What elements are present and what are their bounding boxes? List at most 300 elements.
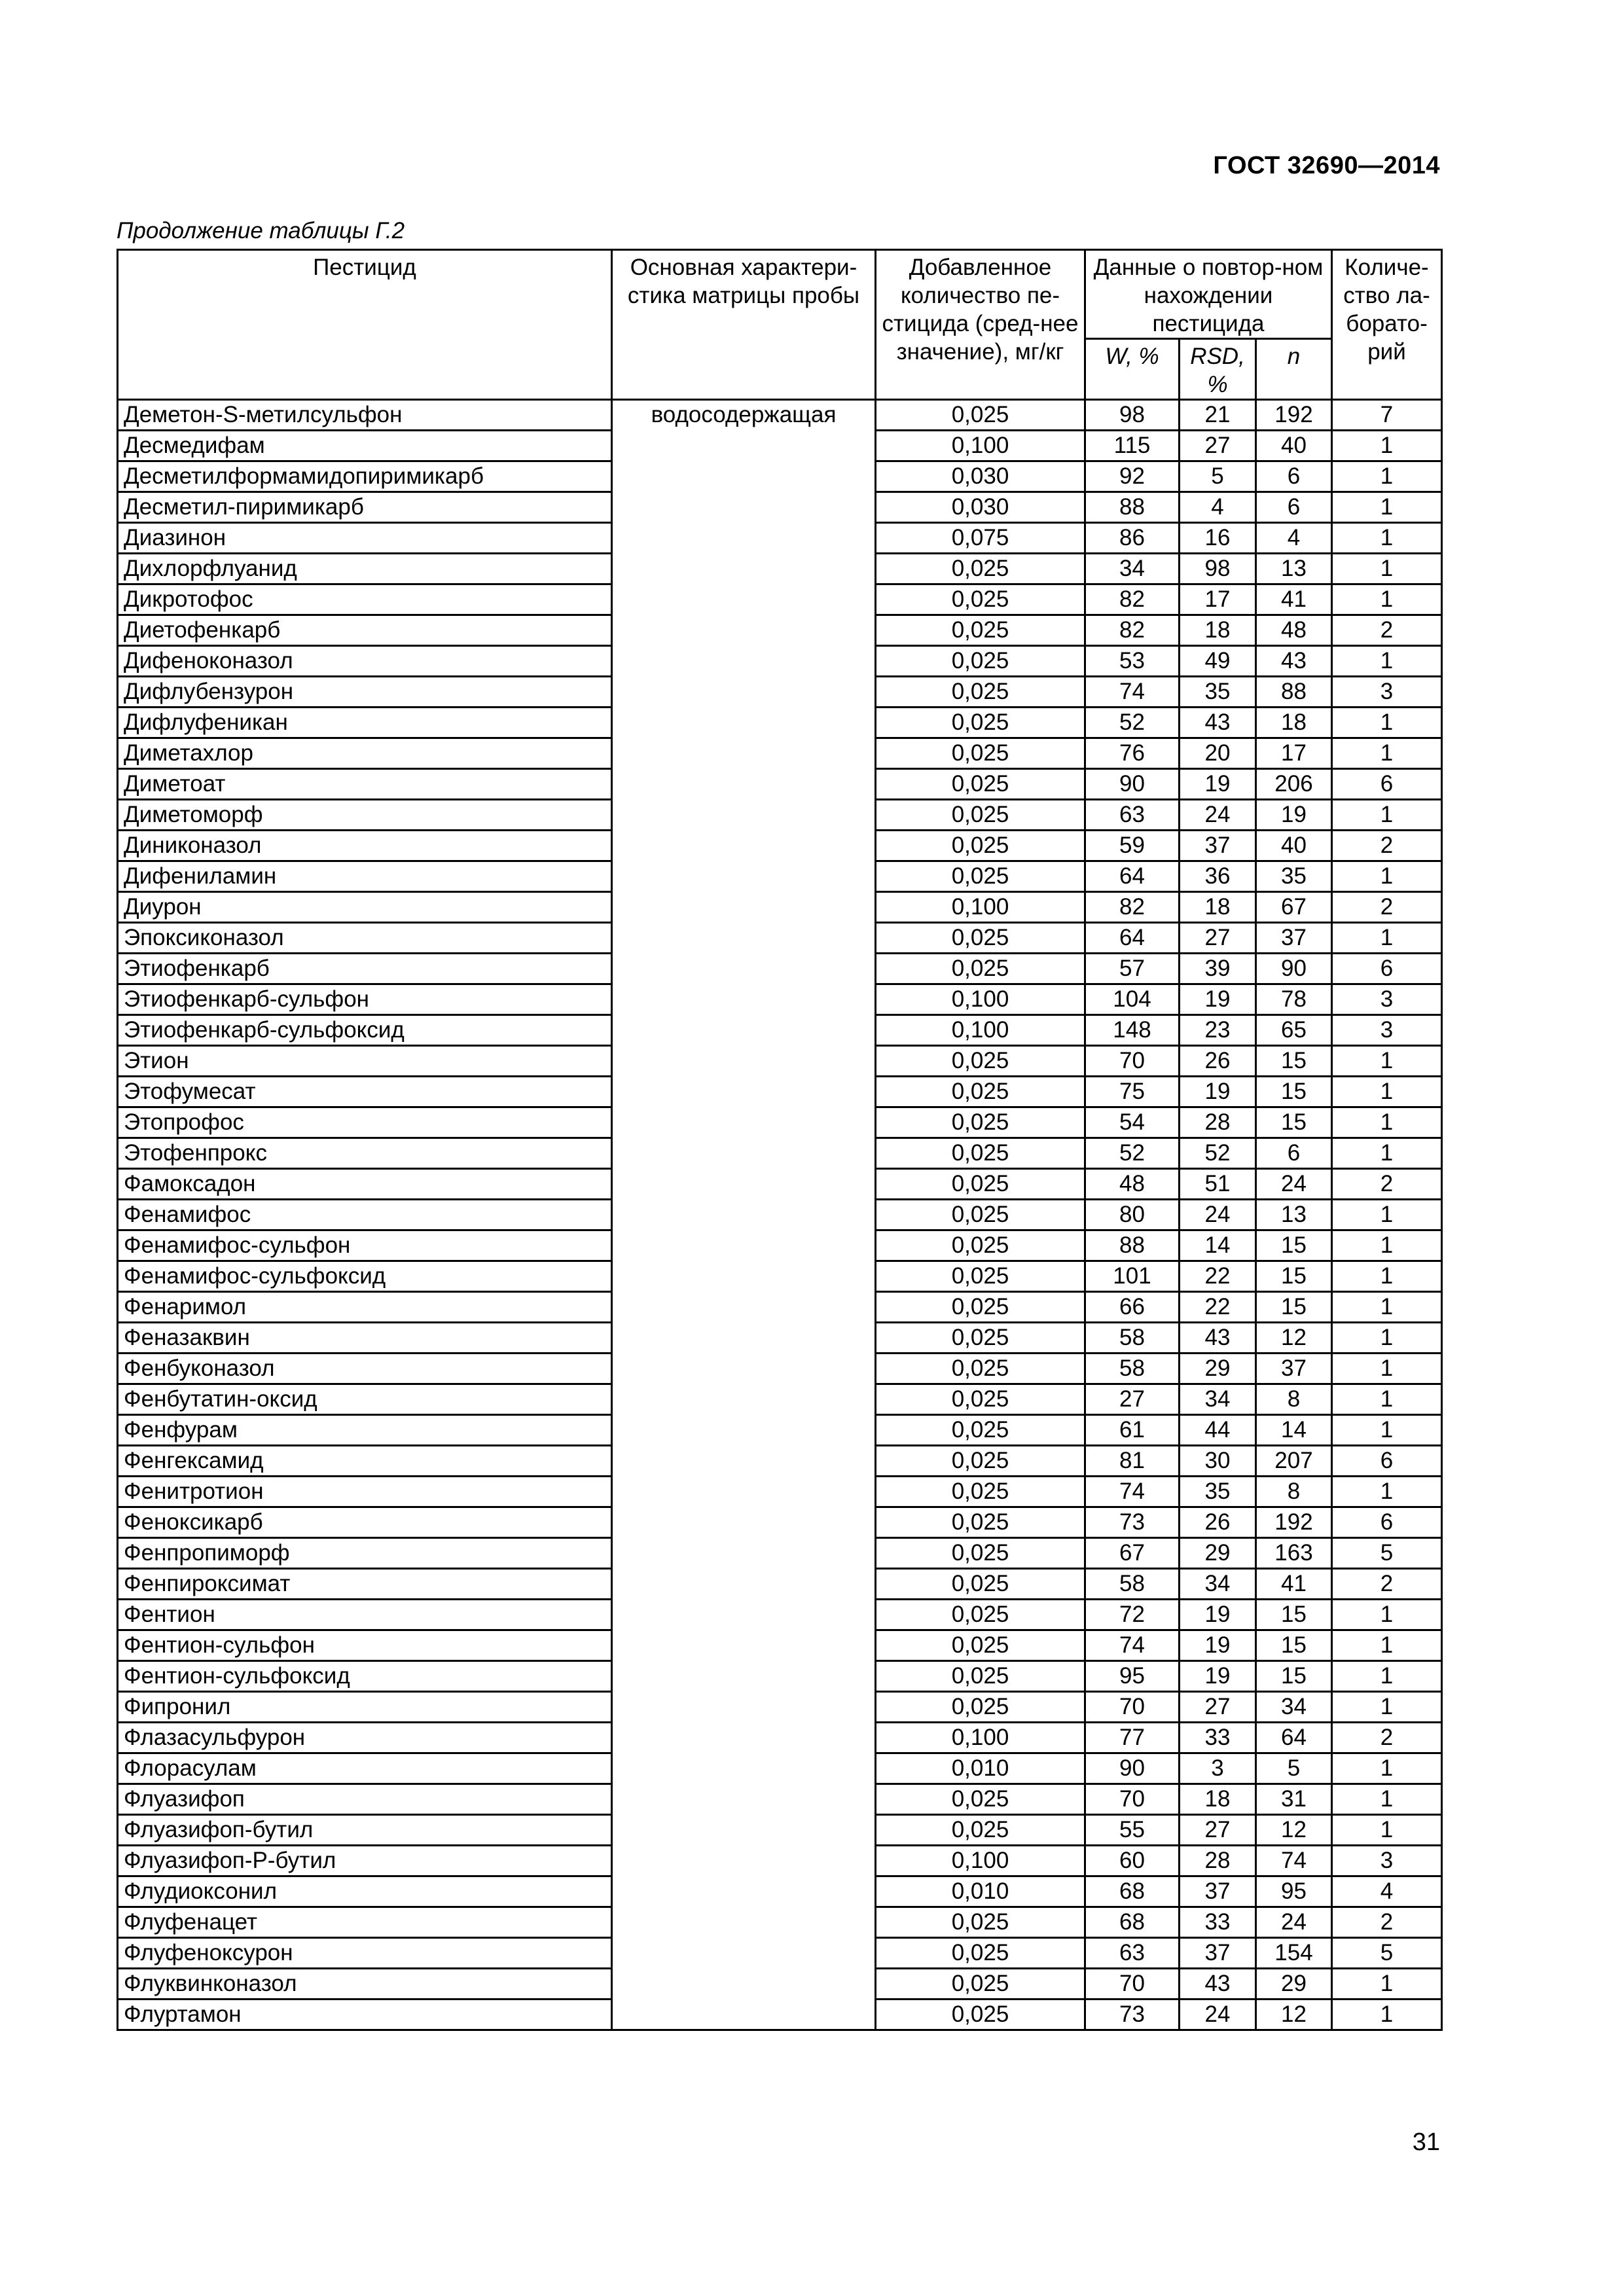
cell-w: 52	[1085, 708, 1180, 738]
cell-labs: 2	[1332, 831, 1442, 861]
cell-w: 68	[1085, 1907, 1180, 1938]
cell-w: 64	[1085, 923, 1180, 954]
cell-pesticide: Этопрофос	[118, 1107, 612, 1138]
cell-added-amount: 0,025	[876, 1538, 1085, 1569]
cell-w: 58	[1085, 1323, 1180, 1354]
cell-w: 77	[1085, 1723, 1180, 1753]
pesticide-table	[117, 249, 1443, 2031]
cell-n: 15	[1256, 1600, 1332, 1630]
cell-pesticide: Фенамифос-сульфоксид	[118, 1261, 612, 1292]
cell-pesticide: Фенамифос	[118, 1200, 612, 1230]
cell-labs: 1	[1332, 554, 1442, 584]
cell-pesticide: Эпоксиконазол	[118, 923, 612, 954]
cell-w: 80	[1085, 1200, 1180, 1230]
cell-rsd: 43	[1180, 1323, 1256, 1354]
cell-pesticide: Флуазифоп-Р-бутил	[118, 1846, 612, 1876]
cell-n: 8	[1256, 1477, 1332, 1507]
cell-labs: 2	[1332, 615, 1442, 646]
cell-pesticide: Десметилформамидопиримикарб	[118, 461, 612, 492]
cell-rsd: 34	[1180, 1384, 1256, 1415]
cell-n: 15	[1256, 1261, 1332, 1292]
cell-pesticide: Фенбутатин-оксид	[118, 1384, 612, 1415]
cell-w: 92	[1085, 461, 1180, 492]
cell-added-amount: 0,025	[876, 1200, 1085, 1230]
cell-n: 18	[1256, 708, 1332, 738]
cell-rsd: 21	[1180, 400, 1256, 431]
cell-rsd: 19	[1180, 984, 1256, 1015]
cell-added-amount: 0,100	[876, 892, 1085, 923]
cell-rsd: 43	[1180, 708, 1256, 738]
header-added-amount: Добавленное количество пе-стицида (сред-нее значение), мг/кг	[876, 250, 1085, 400]
cell-rsd: 39	[1180, 954, 1256, 984]
cell-rsd: 49	[1180, 646, 1256, 677]
cell-added-amount: 0,025	[876, 1077, 1085, 1107]
cell-w: 98	[1085, 400, 1180, 431]
cell-n: 17	[1256, 738, 1332, 769]
cell-n: 163	[1256, 1538, 1332, 1569]
cell-pesticide: Дихлорфлуанид	[118, 554, 612, 584]
cell-added-amount: 0,025	[876, 1938, 1085, 1969]
cell-labs: 6	[1332, 954, 1442, 984]
cell-pesticide: Этиофенкарб-сульфоксид	[118, 1015, 612, 1046]
cell-n: 207	[1256, 1446, 1332, 1477]
cell-rsd: 33	[1180, 1723, 1256, 1753]
cell-matrix: водосодержащая	[612, 400, 876, 2030]
cell-w: 60	[1085, 1846, 1180, 1876]
cell-pesticide: Диметоморф	[118, 800, 612, 831]
cell-labs: 1	[1332, 2000, 1442, 2030]
cell-added-amount: 0,025	[876, 738, 1085, 769]
cell-labs: 5	[1332, 1538, 1442, 1569]
cell-w: 88	[1085, 492, 1180, 523]
cell-pesticide: Фенпропиморф	[118, 1538, 612, 1569]
cell-pesticide: Диметоат	[118, 769, 612, 800]
cell-added-amount: 0,025	[876, 923, 1085, 954]
cell-labs: 1	[1332, 1630, 1442, 1661]
cell-rsd: 4	[1180, 492, 1256, 523]
cell-added-amount: 0,025	[876, 584, 1085, 615]
cell-pesticide: Этиофенкарб	[118, 954, 612, 984]
cell-labs: 1	[1332, 1661, 1442, 1692]
cell-pesticide: Диазинон	[118, 523, 612, 554]
header-w: W, %	[1085, 339, 1180, 400]
cell-n: 15	[1256, 1661, 1332, 1692]
cell-w: 90	[1085, 1753, 1180, 1784]
cell-labs: 2	[1332, 1169, 1442, 1200]
cell-rsd: 18	[1180, 892, 1256, 923]
cell-n: 41	[1256, 1569, 1332, 1600]
cell-rsd: 43	[1180, 1969, 1256, 2000]
cell-labs: 2	[1332, 892, 1442, 923]
cell-pesticide: Фамоксадон	[118, 1169, 612, 1200]
cell-rsd: 27	[1180, 1815, 1256, 1846]
cell-labs: 2	[1332, 1723, 1442, 1753]
header-repeat-group: Данные о повтор-ном нахождении пестицида	[1085, 250, 1332, 339]
cell-pesticide: Флуртамон	[118, 2000, 612, 2030]
cell-rsd: 51	[1180, 1169, 1256, 1200]
cell-w: 67	[1085, 1538, 1180, 1569]
cell-pesticide: Флуфенацет	[118, 1907, 612, 1938]
page-number: 31	[1412, 2128, 1440, 2156]
cell-added-amount: 0,100	[876, 1846, 1085, 1876]
cell-w: 86	[1085, 523, 1180, 554]
cell-added-amount: 0,025	[876, 1907, 1085, 1938]
cell-n: 37	[1256, 923, 1332, 954]
cell-rsd: 27	[1180, 1692, 1256, 1723]
cell-rsd: 19	[1180, 1077, 1256, 1107]
cell-w: 81	[1085, 1446, 1180, 1477]
cell-w: 115	[1085, 431, 1180, 461]
cell-n: 29	[1256, 1969, 1332, 2000]
cell-rsd: 22	[1180, 1292, 1256, 1323]
cell-w: 76	[1085, 738, 1180, 769]
cell-labs: 3	[1332, 1846, 1442, 1876]
cell-added-amount: 0,025	[876, 2000, 1085, 2030]
cell-pesticide: Фенитротион	[118, 1477, 612, 1507]
cell-rsd: 35	[1180, 677, 1256, 708]
cell-n: 15	[1256, 1046, 1332, 1077]
cell-added-amount: 0,025	[876, 554, 1085, 584]
cell-labs: 1	[1332, 800, 1442, 831]
cell-n: 65	[1256, 1015, 1332, 1046]
cell-w: 48	[1085, 1169, 1180, 1200]
cell-n: 5	[1256, 1753, 1332, 1784]
cell-n: 6	[1256, 1138, 1332, 1169]
cell-n: 12	[1256, 1815, 1332, 1846]
cell-labs: 1	[1332, 1384, 1442, 1415]
cell-added-amount: 0,025	[876, 1261, 1085, 1292]
cell-w: 66	[1085, 1292, 1180, 1323]
cell-rsd: 28	[1180, 1846, 1256, 1876]
cell-rsd: 37	[1180, 831, 1256, 861]
cell-added-amount: 0,025	[876, 1477, 1085, 1507]
cell-w: 90	[1085, 769, 1180, 800]
cell-rsd: 14	[1180, 1230, 1256, 1261]
cell-n: 74	[1256, 1846, 1332, 1876]
cell-labs: 6	[1332, 1446, 1442, 1477]
cell-pesticide: Фенаримол	[118, 1292, 612, 1323]
cell-w: 73	[1085, 2000, 1180, 2030]
cell-added-amount: 0,075	[876, 523, 1085, 554]
cell-pesticide: Деметон-S-метилсульфон	[118, 400, 612, 431]
cell-added-amount: 0,025	[876, 708, 1085, 738]
cell-added-amount: 0,025	[876, 1415, 1085, 1446]
cell-w: 64	[1085, 861, 1180, 892]
cell-n: 154	[1256, 1938, 1332, 1969]
cell-w: 53	[1085, 646, 1180, 677]
cell-n: 15	[1256, 1230, 1332, 1261]
cell-w: 61	[1085, 1415, 1180, 1446]
cell-pesticide: Флуазифоп-бутил	[118, 1815, 612, 1846]
cell-rsd: 5	[1180, 461, 1256, 492]
cell-labs: 1	[1332, 1753, 1442, 1784]
cell-labs: 1	[1332, 1354, 1442, 1384]
cell-pesticide: Флуфеноксурон	[118, 1938, 612, 1969]
cell-pesticide: Десметил-пиримикарб	[118, 492, 612, 523]
cell-pesticide: Флазасульфурон	[118, 1723, 612, 1753]
cell-rsd: 34	[1180, 1569, 1256, 1600]
cell-added-amount: 0,025	[876, 1292, 1085, 1323]
cell-labs: 1	[1332, 1969, 1442, 2000]
cell-rsd: 27	[1180, 431, 1256, 461]
cell-labs: 1	[1332, 1138, 1442, 1169]
cell-rsd: 30	[1180, 1446, 1256, 1477]
cell-added-amount: 0,025	[876, 400, 1085, 431]
cell-added-amount: 0,025	[876, 1569, 1085, 1600]
cell-n: 24	[1256, 1907, 1332, 1938]
cell-labs: 4	[1332, 1876, 1442, 1907]
cell-pesticide: Дифлубензурон	[118, 677, 612, 708]
cell-labs: 1	[1332, 923, 1442, 954]
cell-rsd: 24	[1180, 1200, 1256, 1230]
cell-n: 37	[1256, 1354, 1332, 1384]
cell-pesticide: Фенбуконазол	[118, 1354, 612, 1384]
cell-rsd: 24	[1180, 2000, 1256, 2030]
cell-added-amount: 0,100	[876, 431, 1085, 461]
cell-w: 57	[1085, 954, 1180, 984]
cell-rsd: 26	[1180, 1046, 1256, 1077]
cell-n: 15	[1256, 1292, 1332, 1323]
cell-labs: 1	[1332, 1815, 1442, 1846]
cell-n: 6	[1256, 492, 1332, 523]
cell-added-amount: 0,010	[876, 1876, 1085, 1907]
cell-added-amount: 0,025	[876, 1815, 1085, 1846]
cell-rsd: 18	[1180, 1784, 1256, 1815]
cell-labs: 1	[1332, 1230, 1442, 1261]
cell-rsd: 37	[1180, 1876, 1256, 1907]
cell-pesticide: Этиофенкарб-сульфон	[118, 984, 612, 1015]
cell-pesticide: Дифлуфеникан	[118, 708, 612, 738]
table-caption: Продолжение таблицы Г.2	[117, 218, 405, 243]
cell-added-amount: 0,025	[876, 1969, 1085, 2000]
cell-n: 43	[1256, 646, 1332, 677]
cell-pesticide: Флуквинконазол	[118, 1969, 612, 2000]
cell-labs: 6	[1332, 1507, 1442, 1538]
cell-pesticide: Диурон	[118, 892, 612, 923]
cell-rsd: 19	[1180, 769, 1256, 800]
cell-n: 41	[1256, 584, 1332, 615]
cell-labs: 1	[1332, 492, 1442, 523]
header-pesticide: Пестицид	[118, 250, 612, 400]
cell-w: 58	[1085, 1569, 1180, 1600]
cell-w: 70	[1085, 1969, 1180, 2000]
cell-pesticide: Феназаквин	[118, 1323, 612, 1354]
cell-labs: 1	[1332, 1323, 1442, 1354]
cell-labs: 2	[1332, 1907, 1442, 1938]
cell-n: 12	[1256, 2000, 1332, 2030]
cell-n: 19	[1256, 800, 1332, 831]
cell-rsd: 37	[1180, 1938, 1256, 1969]
cell-labs: 1	[1332, 708, 1442, 738]
cell-labs: 1	[1332, 1600, 1442, 1630]
cell-n: 95	[1256, 1876, 1332, 1907]
cell-rsd: 98	[1180, 554, 1256, 584]
cell-w: 72	[1085, 1600, 1180, 1630]
cell-pesticide: Фенгексамид	[118, 1446, 612, 1477]
cell-n: 15	[1256, 1107, 1332, 1138]
cell-rsd: 16	[1180, 523, 1256, 554]
cell-w: 68	[1085, 1876, 1180, 1907]
cell-labs: 1	[1332, 431, 1442, 461]
cell-added-amount: 0,025	[876, 1230, 1085, 1261]
cell-w: 63	[1085, 1938, 1180, 1969]
cell-added-amount: 0,025	[876, 1323, 1085, 1354]
cell-labs: 3	[1332, 1015, 1442, 1046]
cell-labs: 1	[1332, 1477, 1442, 1507]
cell-added-amount: 0,025	[876, 1107, 1085, 1138]
cell-added-amount: 0,100	[876, 984, 1085, 1015]
cell-added-amount: 0,025	[876, 1600, 1085, 1630]
cell-w: 88	[1085, 1230, 1180, 1261]
cell-added-amount: 0,030	[876, 492, 1085, 523]
cell-n: 24	[1256, 1169, 1332, 1200]
cell-labs: 3	[1332, 984, 1442, 1015]
cell-rsd: 22	[1180, 1261, 1256, 1292]
cell-labs: 1	[1332, 738, 1442, 769]
cell-pesticide: Фипронил	[118, 1692, 612, 1723]
cell-rsd: 19	[1180, 1600, 1256, 1630]
cell-pesticide: Дифеноконазол	[118, 646, 612, 677]
table-container	[117, 249, 1441, 2031]
cell-pesticide: Диетофенкарб	[118, 615, 612, 646]
cell-pesticide: Феноксикарб	[118, 1507, 612, 1538]
cell-n: 48	[1256, 615, 1332, 646]
cell-n: 40	[1256, 831, 1332, 861]
cell-labs: 2	[1332, 1569, 1442, 1600]
cell-w: 82	[1085, 892, 1180, 923]
cell-pesticide: Фенпироксимат	[118, 1569, 612, 1600]
cell-added-amount: 0,025	[876, 1630, 1085, 1661]
cell-labs: 1	[1332, 861, 1442, 892]
cell-labs: 6	[1332, 769, 1442, 800]
cell-pesticide: Фенамифос-сульфон	[118, 1230, 612, 1261]
cell-w: 58	[1085, 1354, 1180, 1384]
cell-rsd: 19	[1180, 1661, 1256, 1692]
cell-labs: 7	[1332, 400, 1442, 431]
cell-w: 82	[1085, 615, 1180, 646]
cell-n: 15	[1256, 1630, 1332, 1661]
cell-rsd: 24	[1180, 800, 1256, 831]
cell-labs: 1	[1332, 584, 1442, 615]
cell-rsd: 52	[1180, 1138, 1256, 1169]
cell-pesticide: Фенфурам	[118, 1415, 612, 1446]
cell-labs: 1	[1332, 646, 1442, 677]
cell-pesticide: Диниконазол	[118, 831, 612, 861]
cell-w: 70	[1085, 1784, 1180, 1815]
cell-rsd: 27	[1180, 923, 1256, 954]
cell-rsd: 35	[1180, 1477, 1256, 1507]
cell-pesticide: Этофенпрокс	[118, 1138, 612, 1169]
cell-n: 8	[1256, 1384, 1332, 1415]
cell-labs: 1	[1332, 1046, 1442, 1077]
cell-n: 35	[1256, 861, 1332, 892]
cell-added-amount: 0,025	[876, 1446, 1085, 1477]
cell-labs: 1	[1332, 1292, 1442, 1323]
cell-added-amount: 0,030	[876, 461, 1085, 492]
cell-added-amount: 0,025	[876, 646, 1085, 677]
cell-pesticide: Фентион-сульфоксид	[118, 1661, 612, 1692]
cell-w: 101	[1085, 1261, 1180, 1292]
cell-rsd: 19	[1180, 1630, 1256, 1661]
cell-labs: 1	[1332, 1692, 1442, 1723]
cell-added-amount: 0,025	[876, 677, 1085, 708]
cell-added-amount: 0,025	[876, 1354, 1085, 1384]
cell-pesticide: Флудиоксонил	[118, 1876, 612, 1907]
header-matrix: Основная характери-стика матрицы пробы	[612, 250, 876, 400]
cell-n: 14	[1256, 1415, 1332, 1446]
cell-w: 52	[1085, 1138, 1180, 1169]
cell-labs: 1	[1332, 1077, 1442, 1107]
cell-w: 59	[1085, 831, 1180, 861]
cell-n: 40	[1256, 431, 1332, 461]
cell-labs: 1	[1332, 1415, 1442, 1446]
cell-added-amount: 0,100	[876, 1015, 1085, 1046]
cell-n: 6	[1256, 461, 1332, 492]
cell-w: 73	[1085, 1507, 1180, 1538]
cell-w: 34	[1085, 554, 1180, 584]
cell-labs: 1	[1332, 1107, 1442, 1138]
cell-rsd: 29	[1180, 1538, 1256, 1569]
cell-w: 54	[1085, 1107, 1180, 1138]
cell-pesticide: Фентион	[118, 1600, 612, 1630]
cell-rsd: 23	[1180, 1015, 1256, 1046]
cell-pesticide: Этофумесат	[118, 1077, 612, 1107]
cell-pesticide: Фентион-сульфон	[118, 1630, 612, 1661]
cell-n: 88	[1256, 677, 1332, 708]
cell-added-amount: 0,025	[876, 1384, 1085, 1415]
cell-labs: 1	[1332, 523, 1442, 554]
cell-added-amount: 0,025	[876, 1661, 1085, 1692]
cell-added-amount: 0,025	[876, 861, 1085, 892]
cell-added-amount: 0,025	[876, 1507, 1085, 1538]
cell-labs: 1	[1332, 1784, 1442, 1815]
cell-added-amount: 0,025	[876, 831, 1085, 861]
cell-n: 67	[1256, 892, 1332, 923]
cell-rsd: 29	[1180, 1354, 1256, 1384]
cell-w: 104	[1085, 984, 1180, 1015]
cell-n: 78	[1256, 984, 1332, 1015]
cell-w: 95	[1085, 1661, 1180, 1692]
cell-added-amount: 0,025	[876, 1784, 1085, 1815]
cell-n: 13	[1256, 554, 1332, 584]
cell-added-amount: 0,025	[876, 800, 1085, 831]
cell-labs: 1	[1332, 461, 1442, 492]
cell-w: 55	[1085, 1815, 1180, 1846]
cell-pesticide: Дикротофос	[118, 584, 612, 615]
cell-n: 15	[1256, 1077, 1332, 1107]
cell-w: 82	[1085, 584, 1180, 615]
cell-labs: 1	[1332, 1200, 1442, 1230]
cell-w: 70	[1085, 1692, 1180, 1723]
cell-w: 74	[1085, 1630, 1180, 1661]
cell-rsd: 20	[1180, 738, 1256, 769]
cell-added-amount: 0,025	[876, 615, 1085, 646]
cell-w: 74	[1085, 1477, 1180, 1507]
cell-w: 27	[1085, 1384, 1180, 1415]
cell-n: 192	[1256, 400, 1332, 431]
cell-w: 63	[1085, 800, 1180, 831]
cell-n: 206	[1256, 769, 1332, 800]
table-header	[118, 250, 1442, 400]
cell-rsd: 33	[1180, 1907, 1256, 1938]
cell-rsd: 44	[1180, 1415, 1256, 1446]
cell-added-amount: 0,025	[876, 954, 1085, 984]
cell-added-amount: 0,025	[876, 1692, 1085, 1723]
cell-added-amount: 0,025	[876, 769, 1085, 800]
cell-added-amount: 0,025	[876, 1169, 1085, 1200]
cell-n: 13	[1256, 1200, 1332, 1230]
cell-labs: 1	[1332, 1261, 1442, 1292]
